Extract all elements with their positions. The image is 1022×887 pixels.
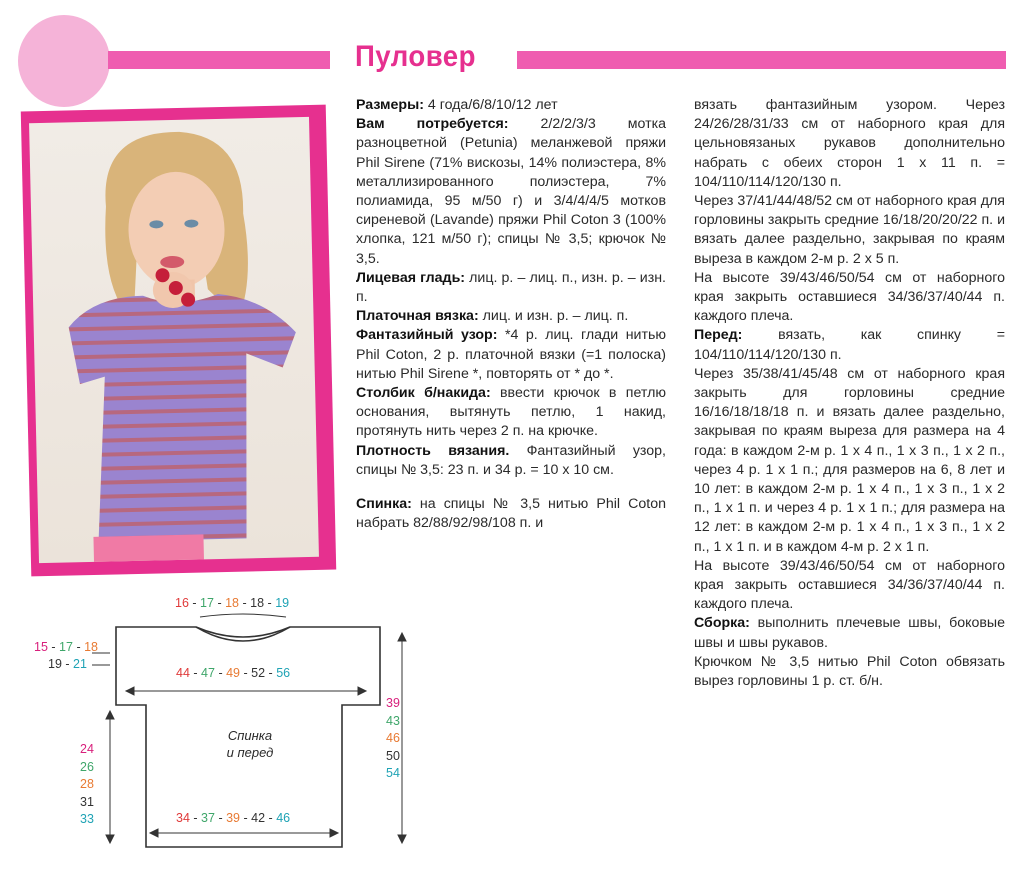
separator: -	[243, 811, 248, 825]
fancy-pattern-text: *4 р. лиц. глади нитью Phil Coton, 2 р. платочной вязки (=1 полоска) нитью Phil Sirene *, повторять от * до *.	[356, 327, 667, 382]
center-label	[205, 727, 295, 761]
garter-paragraph	[356, 307, 666, 326]
back-label: Спинка:	[356, 496, 412, 513]
chest-size-2: 47	[201, 666, 215, 680]
height-measurements	[386, 695, 400, 783]
height-size-3: 46	[386, 731, 400, 745]
assembly-label: Сборка:	[694, 615, 750, 632]
separator: -	[243, 666, 248, 680]
center-label-line2: и перед	[226, 745, 274, 760]
chest-size-4: 52	[251, 666, 266, 680]
neck-size-2: 17	[200, 596, 214, 610]
header-bar-left	[108, 51, 330, 69]
fancy-pattern-label: Фантазийный узор:	[356, 327, 498, 344]
shoulder-size-3: 18	[84, 640, 98, 654]
single-crochet-text: ввести крючок в петлю основания, вытянуть петлю, 1 накид, протянуть нить через 2 п. на крючке.	[356, 385, 667, 440]
gauge-text: Фантазийный узор, спицы № 3,5: 23 п. и 34 р. = 10 х 10 см.	[356, 442, 666, 478]
shoulder-measurements-2	[48, 657, 87, 671]
separator: -	[76, 640, 81, 654]
page-title: Пуловер	[355, 40, 476, 73]
garter-label: Платочная вязка:	[356, 308, 479, 325]
gauge-label: Плотность вязания.	[356, 442, 510, 459]
neck-size-5: 19	[275, 596, 290, 610]
side-size-4: 31	[80, 794, 94, 809]
separator: -	[193, 666, 198, 680]
photo	[29, 117, 319, 563]
stockinette-paragraph	[356, 269, 666, 307]
text-column-left	[356, 96, 666, 533]
height-size-1: 39	[386, 696, 400, 710]
side-size-3: 28	[80, 777, 94, 791]
gauge-paragraph	[356, 442, 666, 480]
sizes-label: Размеры:	[356, 97, 424, 113]
shoulder-paragraph: На высоте 39/43/46/50/54 см от наборного края закрыть оставшиеся 34/36/37/40/44 п. каждого плеча.	[694, 269, 1005, 325]
side-size-5: 33	[80, 812, 94, 826]
neck-size-1: 16	[175, 596, 189, 610]
separator: -	[217, 596, 222, 610]
front-label: Перед:	[694, 327, 743, 344]
bottom-size-5: 46	[276, 811, 291, 825]
chest-size-5: 56	[276, 666, 291, 680]
separator: -	[192, 596, 197, 610]
neck-size-3: 18	[225, 596, 239, 610]
single-crochet-paragraph	[356, 384, 666, 442]
neckline-paragraph: Через 37/41/44/48/52 см от наборного края для горловины закрыть средние 16/18/20/20/22 п. и вязать далее раздельно, закрывая по краям выреза в каждом 2-м р. 2 х 5 п.	[694, 193, 1005, 267]
bottom-size-1: 34	[176, 811, 190, 825]
neck-size-4: 18	[250, 596, 265, 610]
back-continued-paragraph: вязать фантазийным узором. Через 24/26/28/31/33 см от наборного края для цельновязаных рукавов дополнительно набрать с обеих сторон 1 х 11 п. = 104/110/114/120/130 п.	[694, 97, 1005, 190]
stockinette-label: Лицевая гладь:	[356, 269, 466, 286]
text-column-right	[694, 96, 1005, 691]
fancy-pattern-paragraph	[356, 326, 666, 384]
separator: -	[268, 811, 273, 825]
decor-circle	[18, 15, 110, 107]
front-shoulder-paragraph: На высоте 39/43/46/50/54 см от наборного края закрыть оставшиеся 34/36/37/40/44 п. каждого плеча.	[694, 557, 1005, 613]
separator: -	[218, 666, 223, 680]
separator: -	[193, 811, 198, 825]
materials-paragraph	[356, 115, 666, 269]
separator: -	[267, 596, 272, 610]
center-label-line1: Спинка	[227, 728, 273, 743]
neck-measurements	[175, 596, 289, 610]
separator: -	[218, 811, 223, 825]
back-text: на спицы № 3,5 нитью Phil Coton набрать 82/88/92/98/108 п. и	[356, 496, 666, 532]
back-paragraph	[356, 495, 666, 533]
separator: -	[268, 666, 273, 680]
shoulder-size-2: 17	[59, 640, 73, 654]
finishing-paragraph: Крючком № 3,5 нитью Phil Coton обвязать вырез горловины 1 р. ст. б/н.	[694, 653, 1005, 690]
chest-measurements	[176, 666, 290, 680]
height-size-5: 54	[386, 766, 400, 780]
separator: -	[65, 657, 70, 671]
shoulder-size-4: 19	[48, 657, 62, 671]
schematic-diagram	[0, 585, 430, 887]
shoulder-measurements	[34, 640, 98, 654]
assembly-paragraph	[694, 614, 1005, 652]
shoulder-size-5: 21	[73, 657, 87, 671]
child-photo-illustration	[29, 117, 319, 563]
separator: -	[51, 640, 56, 654]
bottom-size-2: 37	[201, 811, 215, 825]
bottom-measurements	[176, 811, 290, 825]
separator: -	[242, 596, 247, 610]
assembly-text: выполнить плечевые швы, боковые швы и швы рукавов.	[694, 615, 1005, 651]
bottom-size-3: 39	[226, 811, 240, 825]
stockinette-text: лиц. р. – лиц. п., изн. р. – изн. п.	[356, 269, 666, 306]
materials-label: Вам потребуется:	[356, 116, 509, 133]
front-text: вязать, как спинку = 104/110/114/120/130 п.	[694, 327, 1005, 363]
chest-size-3: 49	[226, 666, 240, 680]
side-size-2: 26	[80, 759, 94, 774]
materials-text: 2/2/2/3/3 мотка разноцветной (Petunia) меланжевой пряжи Phil Sirene (71% вискозы, 14% полиэстера, 8% металлизированного полиэстера, 7% полиамида, 95 м/50 г) и 3/4/4/4/5 мотков сиреневой (Lavande) пряжи Phil Coton 3 (100% хлопка, 121 м/50 г); спицы № 3,5; крючок № 3,5.	[356, 116, 666, 267]
garter-text: лиц. и изн. р. – лиц. п.	[478, 308, 629, 325]
header-bar-right	[517, 51, 1006, 69]
sizes-text: 4 года/6/8/10/12 лет	[423, 97, 558, 113]
sizes-paragraph	[356, 96, 666, 115]
chest-size-1: 44	[176, 666, 190, 680]
side-size-1: 24	[80, 742, 94, 756]
shoulder-size-1: 15	[34, 640, 48, 654]
front-neckline-paragraph: Через 35/38/41/45/48 см от наборного края закрыть для горловины средние 16/16/18/18/18 п. и вязать далее раздельно, закрывая по краям выреза для размера на 4 года: в каждом 2-м р. 1 х 4 п., 1 х 3 п., 1 х 2 п., через 4 р. 1 х 1 п.; для размеров на 6, 8 лет и 10 лет: в каждом 2-м р. 1 х 4 п., 1 х 3 п., 1 х 2 п., 1 х 1 п. и через 4 р. 1 х 1 п.; для размера на 12 лет: в каждом 2-м р. 1 х 4 п., 1 х 3 п., 1 х 2 п., 1 х 1 п. и в каждом 4-м р. 2 х 1 п.	[694, 365, 1005, 555]
height-size-2: 43	[386, 713, 400, 728]
front-paragraph	[694, 326, 1005, 364]
side-measurements	[80, 741, 94, 829]
height-size-4: 50	[386, 748, 400, 763]
bottom-size-4: 42	[251, 811, 266, 825]
single-crochet-label: Столбик б/накида:	[356, 385, 491, 402]
